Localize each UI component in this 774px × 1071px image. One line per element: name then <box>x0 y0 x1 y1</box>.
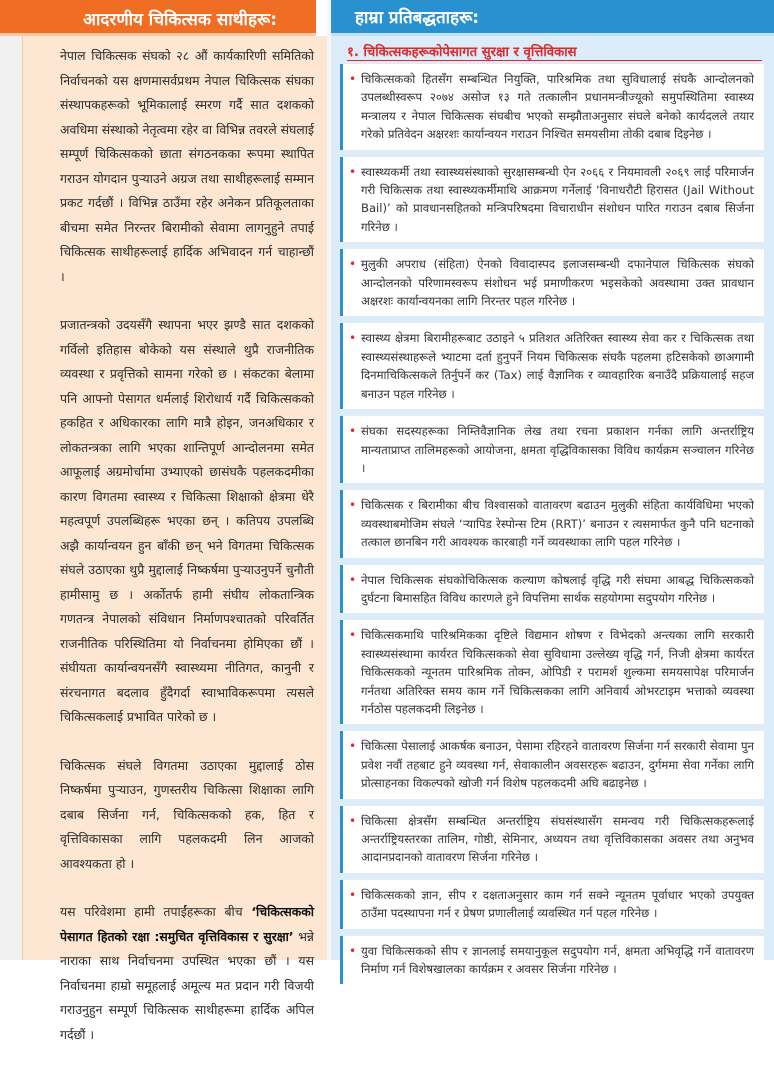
section-rule <box>347 60 762 61</box>
commitment-item <box>340 806 764 873</box>
commitment-item <box>340 416 764 483</box>
commitment-item <box>340 249 764 316</box>
bullet-icon: • <box>349 257 357 272</box>
commitment-text: चिकित्सकको हितसँग सम्बन्धित नियुक्ति, पारिश्रमिक तथा सुविधालाई संघकै आन्दोलनको उपलब्धीस्वरूप २०७४ असोज १३ गते तत्कालीन प्रधानमन्त्रीज्यूको समुपस्थितिमा स्वास्थ्य मन्त्रालय र नेपाल चिकित्सक संघबीच भएको सम्झौताअनुसार संघले बनेको कार्यदलले तयार गरेको प्रतिवेदन अक्षरशः कार्यान्वयन गराउन निश्चित समयसीमा तोकी दबाब दिइनेछ । <box>361 72 754 142</box>
commitment-item <box>340 880 764 929</box>
closing-text-after: भन्ने नाराका साथ निर्वाचनमा उपस्थित भएका छौं । यस निर्वाचनमा हाम्रो समूहलाई अमूल्य मत प्रदान गरी विजयी गराउनुहुन सम्पूर्ण चिकित्सक साथीहरूमा हार्दिक अपिल गर्दछौं । <box>60 928 314 1042</box>
commitment-text: चिकित्सकमाथि पारिश्रमिकका दृष्टिले विद्यमान शोषण र विभेदको अन्त्यका लागि सरकारी स्वास्थ्यसंस्थामा कार्यरत चिकित्सकको सेवा सुविधामा उल्लेख्य वृद्धि गर्न, निजी क्षेत्रमा कार्यरत चिकित्सकको न्यूनतम पारिश्रमिक तोक्न, ओपिडी र परामर्श शुल्कमा समयसापेक्ष परिमार्जन गर्नतथा अतिरिक्त समय काम गर्ने चिकित्सकका लागि अनिवार्य ओभरटाइम भत्ताको व्यवस्था गर्नठोस पहलकदमी लिइनेछ । <box>361 628 754 716</box>
commitment-item <box>340 64 764 150</box>
left-heading: आदरणीय चिकित्सक साथीहरू: <box>82 9 277 30</box>
bullet-icon: • <box>349 739 357 754</box>
campaign-slogan: ‘चिकित्सकको पेसागत हितको रक्षा :समुचित वृत्तिविकास र सुरक्षा’ <box>60 904 314 944</box>
commitment-list <box>340 64 764 991</box>
left-paragraph: चिकित्सक संघले विगतमा उठाएका मुद्दालाई ठोस निष्कर्षमा पुर्‍याउन, गुणस्तरीय चिकित्सा शिक्षाका लागि दबाब सिर्जना गर्न, चिकित्सकको हक, हित र वृत्तिविकासका लागि पहलकदमी लिन आजको आवश्यकता हो । <box>60 757 314 871</box>
left-closing-paragraph <box>60 900 314 1047</box>
right-heading: हाम्रा प्रतिबद्धताहरू: <box>355 8 480 28</box>
commitment-item <box>340 620 764 724</box>
bullet-icon: • <box>349 72 357 86</box>
bullet-icon: • <box>349 572 357 587</box>
commitment-text: युवा चिकित्सकको सीप र ज्ञानलाई समयानुकूल सदुपयोग गर्न, क्षमता अभिवृद्धि गर्ने वातावरण निर्माण गर्न विशेषखालका कार्यक्रम र अवसर सिर्जना गरिनेछ । <box>361 943 754 977</box>
commitment-text: मुलुकी अपराध (संहिता) ऐनको विवादास्पद इलाजसम्बन्धी दफानेपाल चिकित्सक संघको आन्दोलनको परिणामस्वरूप संशोधन भई प्रमाणीकरण भइसकेको अवस्थामा उक्त प्रावधान अक्षरशः कार्यान्वयनका लागि निरन्तर पहल गरिनेछ । <box>361 257 754 309</box>
bullet-icon: • <box>349 331 357 346</box>
commitment-text: संघका सदस्यहरूका निम्तिवैज्ञानिक लेख तथा रचना प्रकाशन गर्नका लागि अन्तर्राष्ट्रिय मान्यताप्राप्त तालिमहरूको आयोजना, क्षमता वृद्धिविकासका विविध कार्यक्रम सञ्चालन गरिनेछ । <box>361 424 754 475</box>
left-header <box>0 0 316 36</box>
commitment-item <box>340 323 764 409</box>
left-paragraph: प्रजातन्त्रको उदयसँगै स्थापना भएर झण्डै सात दशकको गर्विलो इतिहास बोकेको यस संस्थाले थुप्रै राजनीतिक व्यवस्था र प्रवृत्तिको सामना गरेको छ । संकटका बेलामा पनि आफ्नो पेसागत धर्मलाई शिरोधार्य गर्दै चिकित्सकको हकहित र अधिकारका लागि मात्रै होइन, जनअधिकार र लोकतन्त्रका लागि भएका शान्तिपूर्ण आन्दोलनमा समेत आफूलाई अग्रमोर्चामा उभ्याएको छासंघकै पहलकदमीका कारण विगतमा स्वास्थ्य र चिकित्सा शिक्षाको क्षेत्रमा धेरै महत्वपूर्ण उपलब्धिहरू भएका छन् । कतिपय उपलब्धि अझै कार्यान्वयन हुन बाँकी छन् भने विगतमा चिकित्सक संघले उठाएका थुप्रै मुद्दालाई निष्कर्षमा पुर्‍याउनुपर्ने चुनौती हामीसामु छ । अर्कोतर्फ हामी संघीय लोकतान्त्रिक गणतन्त्र नेपालको संविधान निर्माणपश्चातको परिवर्तित राजनीतिक परिस्थितिमा यो निर्वाचनमा होमिएका छौं । संघीयता कार्यान्वयनसँगै स्वास्थ्यमा नीतिगत, कानुनी र संरचनागत बदलाव हुँदैगर्दा स्वाभाविकरूपमा त्यसले चिकित्सकलाई प्रभावित पारेको छ । <box>60 317 314 724</box>
bullet-icon: • <box>349 628 357 643</box>
closing-text-before: यस परिवेशमा हामी तपाईंहरूका बीच <box>60 904 252 919</box>
section-title: १. चिकित्सकहरूकोपेसागत सुरक्षा र वृत्तिविकास <box>347 45 577 60</box>
commitment-item <box>340 565 764 614</box>
bullet-icon: • <box>349 943 357 958</box>
commitment-text: चिकित्सकको ज्ञान, सीप र दक्षताअनुसार काम गर्न सक्ने न्यूनतम पूर्वाधार भएको उपयुक्त ठाउँमा पदस्थापना गर्न र प्रेषण प्रणालीलाई व्यवस्थित गर्न पहल गरिनेछ । <box>361 887 754 921</box>
commitment-item <box>340 490 764 557</box>
bullet-icon: • <box>349 887 357 902</box>
commitment-text: नेपाल चिकित्सक संघकोचिकित्सक कल्याण कोषलाई वृद्धि गरी संघमा आबद्ध चिकित्सकको दुर्घटना बिमासहित विविध कारणले हुने विपत्तिमा सार्थक सहयोगमा सदुपयोग गरिनेछ । <box>361 572 754 605</box>
bullet-icon: • <box>349 498 357 513</box>
commitment-text: स्वास्थ्य क्षेत्रमा बिरामीहरूबाट उठाइने ५ प्रतिशत अतिरिक्त स्वास्थ्य सेवा कर र चिकित्सक तथा स्वास्थ्यसंस्थाहरूले भ्याटमा दर्ता हुनुपर्ने नियम चिकित्सक संघकै पहलमा हटिसकेको छाअगामी दिनमाचिकित्सकले तिर्नुपर्ने कर (Tax) लाई वैज्ञानिक र व्यावहारिक बनाउँदै प्रक्रियालाई सहज बनाउन पहल गरिनेछ । <box>361 331 754 401</box>
commitment-item <box>340 157 764 243</box>
commitment-text: स्वास्थ्यकर्मी तथा स्वास्थ्यसंस्थाको सुरक्षासम्बन्धी ऐन २०६६ र नियमावली २०६९ लाई परिमार्जन गरी चिकित्सक तथा स्वास्थ्यकर्मीमाथि आक्रमण गर्नेलाई ‘विनाधरौटी हिरासत (Jail Without Bail)’ को प्रावधानसहितको मन्त्रिपरिषदमा विचाराधीन संशोधन पारित गराउन दबाब सिर्जना गरिनेछ । <box>361 164 754 234</box>
left-text-block <box>60 44 314 1071</box>
commitment-item <box>340 936 764 985</box>
commitment-item <box>340 731 764 798</box>
left-margin-strip <box>0 36 22 960</box>
commitment-text: चिकित्सा पेसालाई आकर्षक बनाउन, पेसामा रहिरहने वातावरण सिर्जना गर्न सरकारी सेवामा पुन प्रवेश नवौं तहबाट हुने व्यवस्था गर्न, सेवाकालीन अवसरहरू बढाउन, दुर्गममा सेवा गर्नेका लागि प्रोत्साहनका विकल्पको खोजी गर्न विशेष पहलकदमी अघि बढाइनेछ । <box>361 739 754 791</box>
bullet-icon: • <box>349 813 357 828</box>
left-paragraph: नेपाल चिकित्सक संघको २८ औं कार्यकारिणी समितिको निर्वाचनको यस क्षणमासर्वप्रथम नेपाल चिकित्सक संघका संस्थापकहरूको भूमिकालाई स्मरण गर्दै सात दशकको अवधिमा संस्थाको नेतृत्वमा रहेर वा विभिन्न तवरले संघलाई सम्पूर्ण चिकित्सकको छाता संगठनकका रूपमा स्थापित गराउन योगदान पुर्‍याउने अग्रज तथा साथीहरूलाई सम्मान प्रकट गर्दछौं । विभिन्न ठाउँमा रहेर अनेकन प्रतिकूलताका बीचमा समेत निरन्तर बिरामीको सेवामा लागनुहुने तपाई चिकित्सक साथीहरूलाई हार्दिक अभिवादन गर्न चाहान्छौं । <box>60 48 314 284</box>
commitment-text: चिकित्सा क्षेत्रसँग सम्बन्धित अन्तर्राष्ट्रिय संघसंस्थासँग समन्वय गरी चिकित्सकहरूलाई अन्तर्राष्ट्रियस्तरका तालिम, गोष्ठी, सेमिनार, अध्ययन तथा वृत्तिविकासका अवसर तथा अनुभव आदानप्रदानको वातावरण सिर्जना गरिनेछ । <box>361 813 754 865</box>
bullet-icon: • <box>349 424 357 439</box>
right-header <box>331 0 774 36</box>
commitment-text: चिकित्सक र बिरामीका बीच विश्वासको वातावरण बढाउन मुलुकी संहिता कार्यविधिमा भएको व्यवस्थाबमोजिम संघले ‘र्‍यापिड रेस्पोन्स टिम (RRT)’ बनाउन र त्यसमार्फत कुनै पनि घटनाको तत्काल छानबिन गरी आवश्यक कारबाही गर्ने व्यवस्थाका लागि पहल गरिनेछ । <box>361 498 754 550</box>
bullet-icon: • <box>349 164 357 179</box>
